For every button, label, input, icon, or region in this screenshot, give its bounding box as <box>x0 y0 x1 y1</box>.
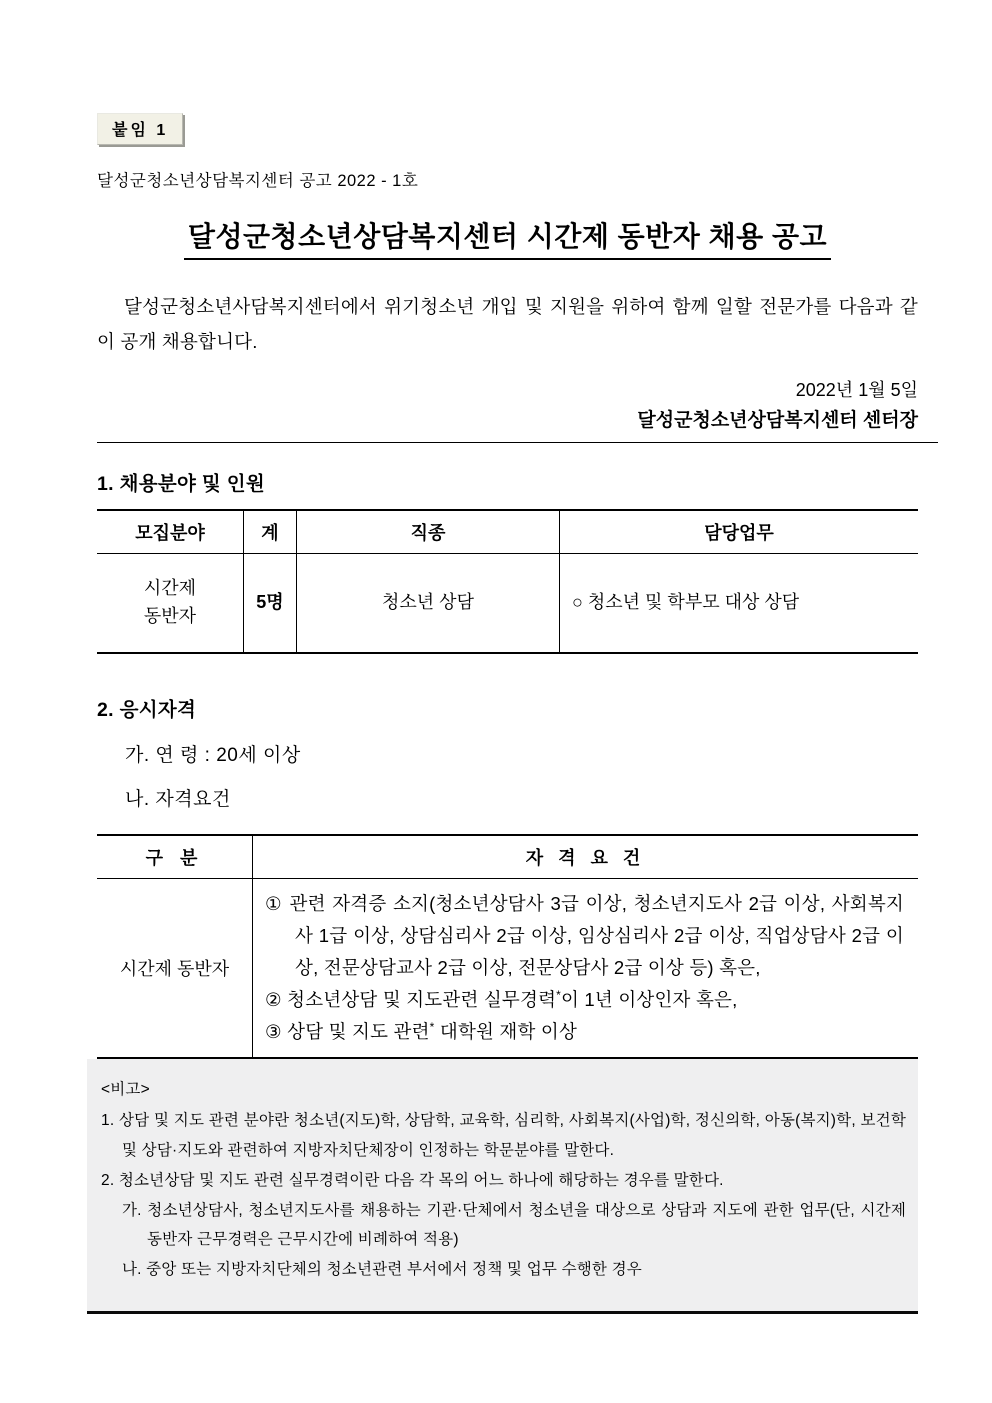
cell-duty: ○ 청소년 및 학부모 대상 상담 <box>560 553 919 653</box>
qualification-item-1: ① 관련 자격증 소지(청소년상담사 3급 이상, 청소년지도사 2급 이상, 사회복지사 1급 이상, 상담심리사 2급 이상, 임상심리사 2급 이상, 직업상담사 2급 이상, 전문상담교사 2급 이상, 전문상담사 2급 이상 등) 혹은, <box>265 892 904 978</box>
document-title: 달성군청소년상담복지센터 시간제 동반자 채용 공고 <box>184 215 831 260</box>
remarks-box <box>87 1059 918 1314</box>
remarks-item-2b: 나. 중앙 또는 지방자치단체의 청소년관련 부서에서 정책 및 업무 수행한 경우 <box>122 1261 642 1279</box>
header-requirements: 자 격 요 건 <box>253 835 919 879</box>
qualification-table-row <box>97 878 918 1058</box>
section1-heading: 1. 채용분야 및 인원 <box>97 472 265 495</box>
remarks-item-2a: 가. 청소년상담사, 청소년지도사를 채용하는 기관·단체에서 청소년을 대상으로 상담과 지도에 관한 업무(단, 시간제 동반자 근무경력은 근무시간에 비례하여 적용) <box>122 1201 906 1249</box>
section2-item-age: 가. 연 령 : 20세 이상 <box>125 744 301 766</box>
qualification-item-2-tail: 이 1년 이상인자 혹은, <box>561 988 738 1010</box>
cell-requirements <box>253 878 919 1058</box>
remarks-label: <비고> <box>101 1080 150 1098</box>
cell-category: 시간제 동반자 <box>119 958 230 979</box>
qualification-item-2 <box>265 984 904 1016</box>
header-category: 구 분 <box>97 835 253 879</box>
header-job: 직종 <box>297 510 560 554</box>
intro-paragraph: 달성군청소년사담복지센터에서 위기청소년 개입 및 지원을 위하여 함께 일할 전문가를 다음과 같이 공개 채용합니다. <box>97 296 918 352</box>
attachment-badge: 붙임 1 <box>97 113 183 145</box>
qualification-table-header-row <box>97 835 918 879</box>
cell-field-line2: 동반자 <box>143 605 197 626</box>
section2-item-qualification: 나. 자격요건 <box>125 788 231 810</box>
header-duty: 담당업무 <box>560 510 919 554</box>
asterisk-marker: * <box>429 1019 435 1034</box>
header-count: 계 <box>244 510 297 554</box>
cell-field-line1: 시간제 <box>143 577 197 598</box>
remarks-item-1: 1. 상담 및 지도 관련 분야란 청소년(지도)학, 상담학, 교육학, 심리학, 사회복지(사업)학, 정신의학, 아동(복지)학, 보건학 및 상담·지도와 관련하여 지방자치단체장이 인정하는 학문분야를 말한다. <box>101 1112 906 1160</box>
recruitment-table-header-row <box>97 510 918 554</box>
qualification-item-3-text: ③ 상담 및 지도 관련 <box>265 1020 430 1042</box>
remarks-item-2: 2. 청소년상담 및 지도 관련 실무경력이란 다음 각 목의 어느 하나에 해당하는 경우를 말한다. <box>101 1171 724 1189</box>
signature-line: 달성군청소년상담복지센터 센터장 <box>637 409 918 431</box>
announcement-date: 2022년 1월 5일 <box>795 379 918 400</box>
section2-heading: 2. 응시자격 <box>97 698 197 721</box>
cell-field <box>97 553 244 653</box>
qualification-item-3 <box>265 1016 904 1048</box>
notice-number: 달성군청소년상담복지센터 공고 2022 - 1호 <box>97 172 419 190</box>
recruitment-table <box>97 509 918 654</box>
qualification-item-2-text: ② 청소년상담 및 지도관련 실무경력 <box>265 988 557 1010</box>
asterisk-marker: * <box>556 987 562 1002</box>
signature-divider <box>97 442 938 443</box>
cell-count: 5명 <box>244 553 297 653</box>
title-wrap <box>97 215 918 260</box>
qualification-table <box>97 834 918 1059</box>
header-field: 모집분야 <box>97 510 244 554</box>
cell-job: 청소년 상담 <box>297 553 560 653</box>
qualification-item-3-tail: 대학원 재학 이상 <box>434 1020 578 1042</box>
recruitment-table-row <box>97 553 918 653</box>
